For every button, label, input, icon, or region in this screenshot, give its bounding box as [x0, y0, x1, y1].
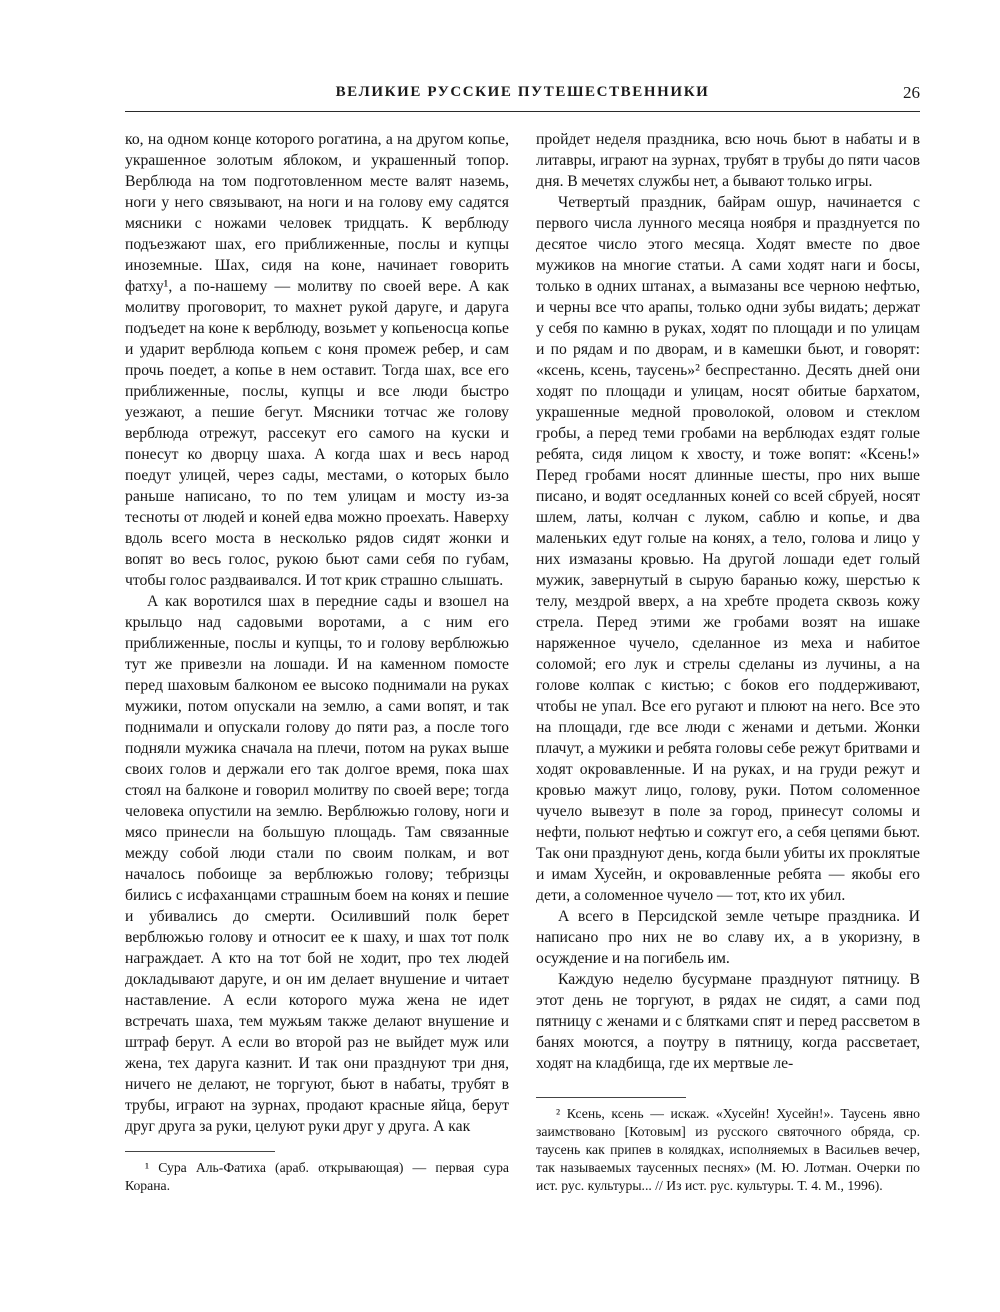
- header-rule: [125, 111, 920, 112]
- column-right-text: [536, 129, 920, 1091]
- footnote-rule: [125, 1151, 275, 1152]
- page-number: 26: [903, 83, 920, 102]
- page-header: [125, 84, 920, 106]
- column-right: [536, 129, 920, 1195]
- paragraph: Четвертый праздник, байрам ошур, начинается с первого числа лунного месяца ноября и празднуется по десятое число этого месяца. Ходят вместе по двое мужиков на многие статьи. А сами ходят наги и босы, только в одних штанах, а вымазаны все черною нефтью, и черны все что арапы, только одни зубы видать; держат у себя по камню в руках, ходят по площади и по улицам и по рядам и по дворам, и в камешки бьют, и говорят: «ксень, ксень, таусень»² беспрестанно. Десять дней они ходят по площади и улицам, носят обитые бархатом, украшенные медной проволокой, оловом и стеклом гробы, а перед теми гробами на верблюдах ездят голые ребята, сидя лицом к хвосту, и тоже вопят: «Ксень!» Перед гробами носят длинные шесты, про них выше писано, и водят оседланных коней со всей сбруей, носят шлем, латы, колчан с луком, саблю и копье, и два маленьких едут голые на конях, а тело, голова и лицо у них измазаны кровью. На другой лошади едет голый мужик, завернутый в сырую баранью кожу, шерстью к телу, мездрой вверх, а на хребте продета сквозь кожу стрела. Перед этими же гробами возят на ишаке наряженное чучело, сделанное из меха и набитое соломой; его лук и стрелы сделаны из лучины, а на голове колпак с кистью; с боков его поддерживают, чтобы не упал. Все его ругают и плюют на него. Все это на площади, где все люди с женами и детьми. Жонки плачут, а мужики и ребята головы себе режут бритвами и ходят окровавленные. И на руках, и на груди режут и кровью мажут лицо, голову, руки. Потом соломенное чучело вывезут в поле за город, принесут соломы и нефти, польют нефтью и сожгут его, а себя цепями бьют. Так они празднуют день, когда были убиты их проклятые и имам Хусейн, и окровавленные ребята — якобы его дети, а соломенное чучело — тот, кто их убил.: [536, 194, 920, 904]
- paragraph: ко, на одном конце которого рогатина, а на другом копье, украшенное золотым яблоком, и украшенный топор. Верблюда на том подготовленном месте валят наземь, ноги у него связывают, на ноги и на голову ему садятся мясники с ножами человек тридцать. К верблюду подъезжают шах, его приближенные, послы и купцы иноземные. Шах, сидя на коне, начинает говорить фатху¹, а по-нашему — молитву по своей вере. А как молитву проговорит, то махнет рукой даруге, и даруга подъедет на коне к верблюду, возьмет у копьеносца копье и ударит верблюда копьем с коня промеж ребер, и сам прочь поедет, а копье в нем оставит. Тогда шах, все его приближенные, послы, купцы и все люди быстро уезжают, а пешие бегут. Мясники тотчас же голову верблюда отрежут, рассекут его самого на куски и понесут ко дворцу шаха. А когда шах и весь народ поедут улицей, через сады, местами, о которых было раньше написано, то по тем улицам и мосту из-за тесноты от людей и коней едва можно проехать. Наверху вдоль всего моста в несколько рядов сидят жонки и вопят во весь голос, рукою бьют сами себя по губам, чтобы голос раздваивался. И тот крик страшно слышать.: [125, 131, 509, 589]
- paragraph: А как воротился шах в передние сады и взошел на крыльцо над садовыми воротами, а с ним его приближенные, послы и купцы, то и голову верблюжью тут же привезли на лошади. И на каменном помосте перед шаховым балконом ее высоко поднимали на руках мужики, потом опускали на землю, а сами вопят, и так поднимали и опускали голову до пяти раз, а после того подняли мужика сначала на плечи, потом на руках выше своих голов и держали его так долгое время, пока шах стоял на балконе и говорил молитву по своей вере; тогда человека опустили на землю. Верблюжью голову, ноги и мясо принесли на большую площадь. Там связанные между собой люди стали по своим полкам, и вот началось побоище за верблюжью голову; тебризцы бились с исфаханцами страшным боем на конях и пешие и убивались до смерти. Осиливший полк берет верблюжью голову и относит ее к шаху, и шах тот полк награждает. А кто на тот бой не ходит, про тех людей докладывают даруге, и он им делает внушение и читает наставление. А если которого мужа жена не идет встречать шаха, тем мужьям также делают внушение и штраф берут. А если во второй раз не выйдет муж или жена, тех даруга казнит. И так они празднуют три дня, ничего не делают, не торгуют, бьют в набаты, трубят в трубы, играют на зурнах, продают красные яйца, берут друг друга за руки, целуют руки друг у друга. А как: [125, 593, 509, 1135]
- footnote-rule: [536, 1097, 686, 1098]
- paragraph: Каждую неделю бусурмане празднуют пятницу. В этот день не торгуют, в рядах не сидят, а сами под пятницу с женами и с блятками спят и перед рассветом в банях моются, а поутру в пятницу, когда рассветает, ходят на кладбища, где их мертвые ле-: [536, 971, 920, 1072]
- column-left-footnotes: [125, 1145, 509, 1195]
- column-left-text: [125, 129, 509, 1145]
- running-title: ВЕЛИКИЕ РУССКИЕ ПУТЕШЕСТВЕННИКИ: [335, 84, 710, 100]
- column-left: [125, 129, 509, 1195]
- footnote-list: [536, 1105, 920, 1195]
- column-right-footnotes: [536, 1091, 920, 1195]
- text-columns: [125, 129, 920, 1195]
- footnote-list: [125, 1159, 509, 1195]
- paragraph: А всего в Персидской земле четыре праздника. И написано про них не во славу их, а в укоризну, в осуждение и на погибель им.: [536, 908, 920, 967]
- footnote: ² Ксень, ксень — искаж. «Хусейн! Хусейн!». Таусень явно заимствовано [Котовым] из русского святочного обряда, ср. таусень как припев в колядках, исполняемых в Васильев вечер, так называемых таусенных песнях» (М. Ю. Лотман. Очерки по ист. рус. культуры... // Из ист. рус. культуры. Т. 4. М., 1996).: [536, 1106, 920, 1193]
- paragraph: пройдет неделя праздника, всю ночь бьют в набаты и в литавры, играют на зурнах, трубят в трубы до пяти часов дня. В мечетях службы нет, а бывают только игры.: [536, 131, 920, 190]
- footnote: ¹ Сура Аль-Фатиха (араб. открывающая) — первая сура Корана.: [125, 1160, 509, 1193]
